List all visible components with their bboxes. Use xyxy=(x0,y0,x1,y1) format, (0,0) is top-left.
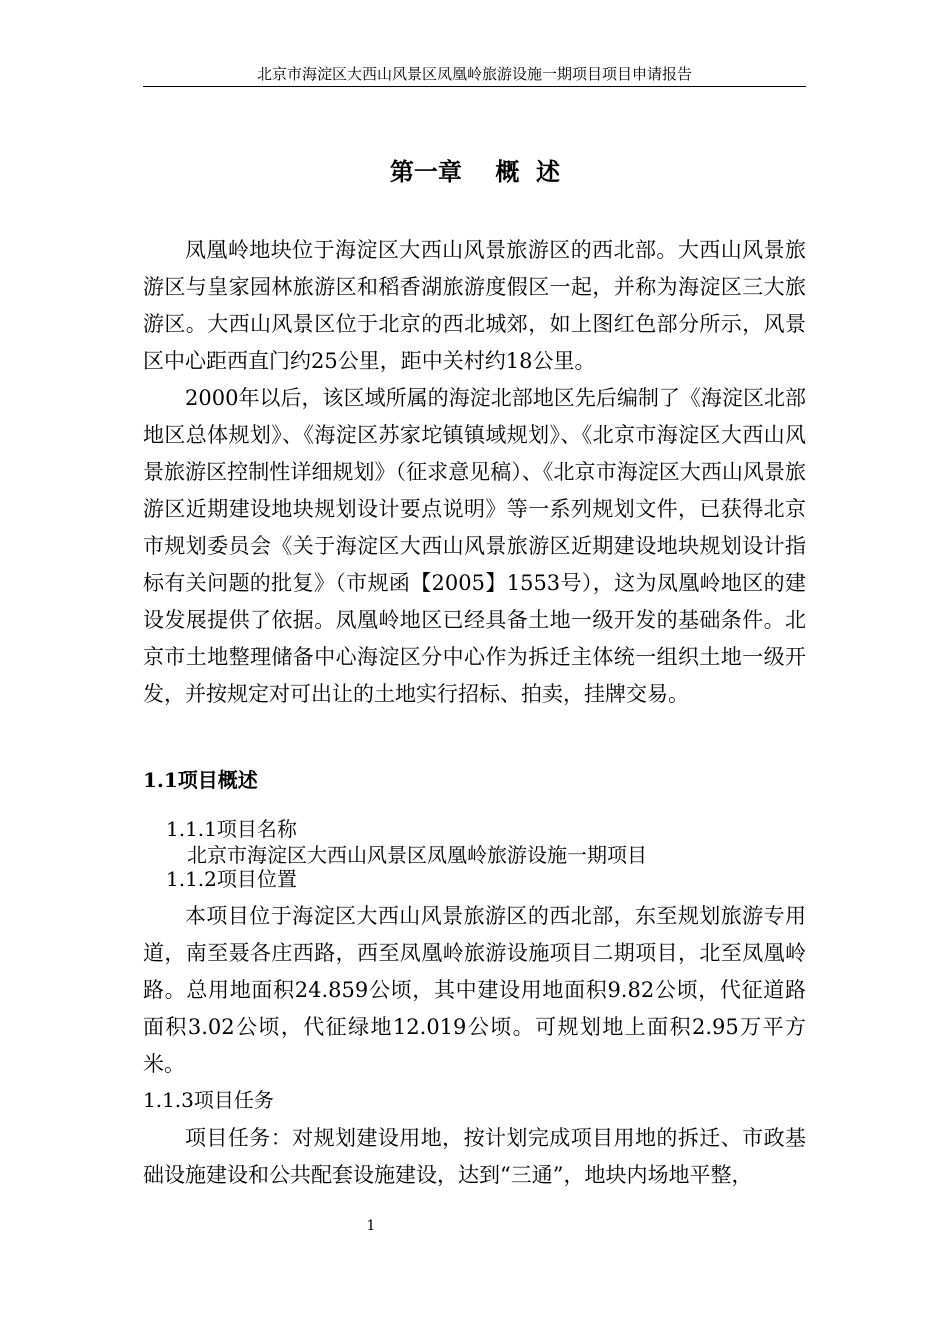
intro-paragraph-1: 凤凰岭地块位于海淀区大西山风景旅游区的西北部。大西山风景旅游区与皇家园林旅游区和稻香湖旅游度假区一起，并称为海淀区三大旅游区。大西山风景区位于北京的西北城郊，如上图红色部分所示，风景区中心距西直门约25公里，距中关村约18公里。 xyxy=(143,238,806,373)
header-rule xyxy=(143,86,806,87)
running-header: 北京市海淀区大西山风景区凤凰岭旅游设施一期项目项目申请报告 xyxy=(256,65,692,83)
page-number: 1 xyxy=(366,1218,376,1234)
intro-paragraph-2: 2000年以后，该区域所属的海淀北部地区先后编制了《海淀区北部地区总体规划》、《海淀区苏家坨镇镇域规划》、《北京市海淀区大西山风景旅游区控制性详细规划》（征求意见稿）、《北京市海淀区大西山风景旅游区近期建设地块规划设计要点说明》等一系列规划文件，已获得北京市规划委员会《关于海淀区大西山风景旅游区近期建设地块规划设计指标有关问题的批复》（市规函【2005】1553号），这为凤凰岭地区的建设发展提供了依据。凤凰岭地区已经具备土地一级开发的基础条件。北京市土地整理储备中心海淀区分中心作为拆迁主体统一组织土地一级开发，并按规定对可出让的土地实行招标、拍卖，挂牌交易。 xyxy=(143,386,806,706)
chapter-title: 第一章 概 述 xyxy=(389,157,561,186)
project-location-paragraph: 本项目位于海淀区大西山风景旅游区的西北部，东至规划旅游专用道，南至聂各庄西路，西至凤凰岭旅游设施项目二期项目，北至凤凰岭路。总用地面积24.859公顷，其中建设用地面积9.82公顷，代征道路面积3.02公顷，代征绿地12.019公顷。可规划地上面积2.95万平方米。 xyxy=(143,904,806,1076)
subsection-heading-project-location: 1.1.2项目位置 xyxy=(166,867,297,891)
subsection-heading-project-task: 1.1.3项目任务 xyxy=(143,1088,274,1112)
subsection-heading-project-name: 1.1.1项目名称 xyxy=(166,817,297,841)
project-task-paragraph: 项目任务：对规划建设用地，按计划完成项目用地的拆迁、市政基础设施建设和公共配套设施建设，达到“三通”，地块内场地平整， xyxy=(143,1126,806,1187)
section-title: 1.1项目概述 xyxy=(143,768,258,792)
project-name-text: 北京市海淀区大西山风景区凤凰岭旅游设施一期项目 xyxy=(187,843,647,867)
